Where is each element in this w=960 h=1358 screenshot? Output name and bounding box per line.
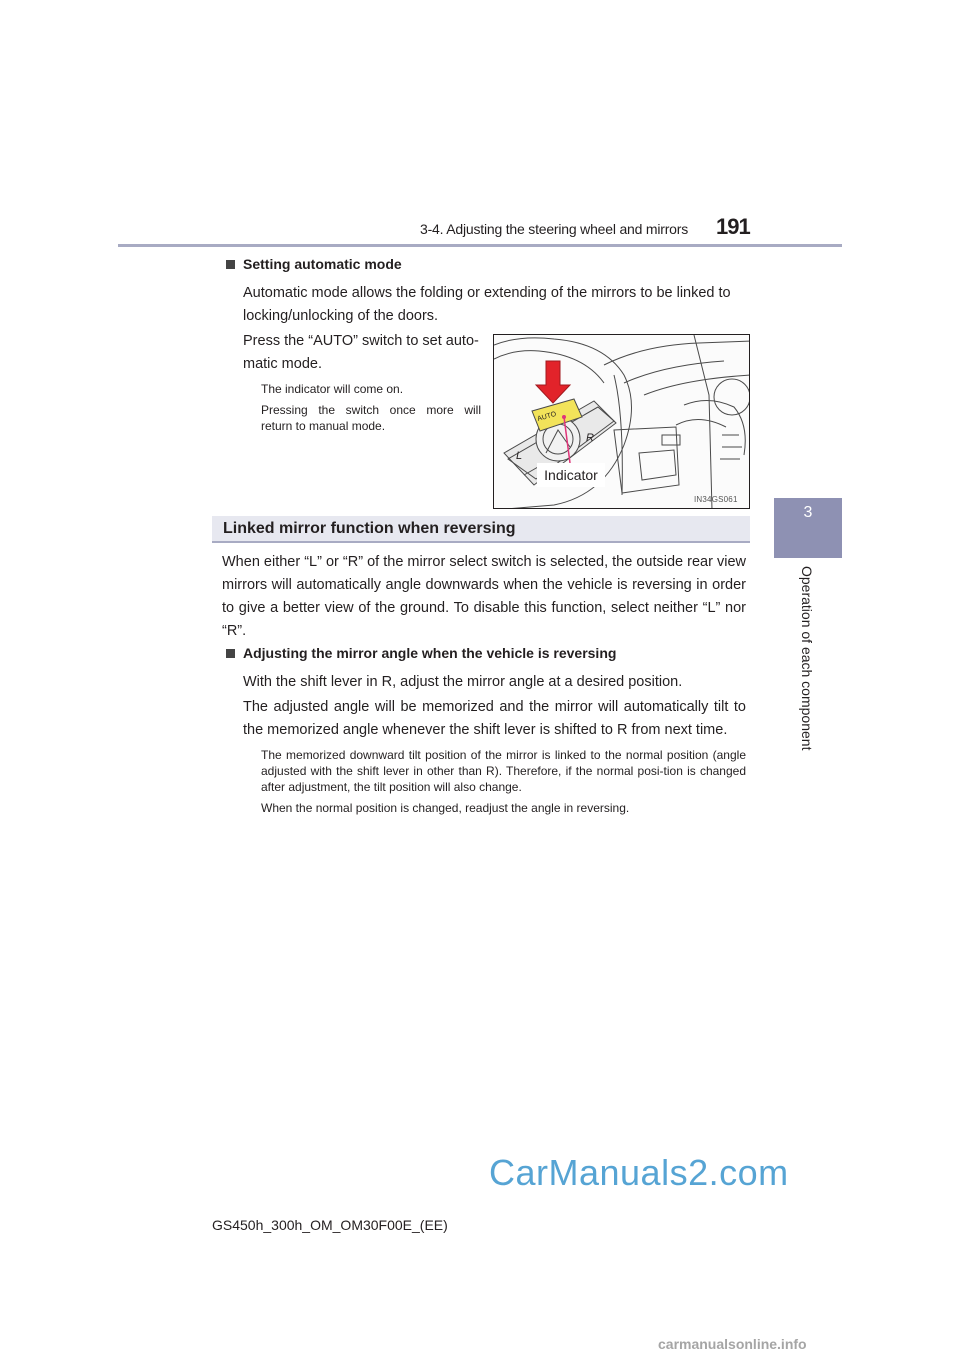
- chapter-tab: [774, 498, 842, 558]
- mirror-switch-drawing: [494, 335, 750, 509]
- memorized-position-note: The memorized downward tilt position of the mirror is linked to the normal position (angle adjusted with the shift lever in other than R). Therefore, if the normal posi-tion is changed after adjustment, the tilt position will also change.: [261, 748, 746, 794]
- chapter-title: Operation of each component: [799, 566, 815, 751]
- header-rule: [118, 244, 842, 247]
- mirror-switch-illustration: [493, 334, 750, 509]
- section-title: Linked mirror function when reversing: [223, 520, 516, 537]
- auto-mode-heading: Setting automatic mode: [243, 256, 402, 272]
- document-id: GS450h_300h_OM_OM30F00E_(EE): [212, 1217, 448, 1233]
- reversing-angle-heading: Adjusting the mirror angle when the vehicle is reversing: [243, 645, 617, 661]
- watermark-carmanuals2: CarManuals2.com: [489, 1152, 789, 1193]
- auto-mode-note-manual-line2: return to manual mode.: [261, 419, 386, 433]
- auto-mode-paragraph: Automatic mode allows the folding or extending of the mirrors to be linked to locking/unlocking of the doors.: [243, 285, 731, 324]
- indicator-callout: Indicator: [537, 463, 605, 487]
- memorized-angle-paragraph: The adjusted angle will be memorized and the mirror will automatically tilt to the memorized angle whenever the shift lever is shifted to R from next time.: [243, 699, 746, 738]
- illustration-code: IN34GS061: [694, 495, 738, 504]
- auto-switch-label: AUTO: [536, 410, 558, 423]
- right-switch-label: R: [586, 432, 594, 444]
- square-bullet-icon: [226, 260, 235, 269]
- chapter-title-vertical: [797, 566, 821, 756]
- press-arrow-icon: [536, 361, 570, 403]
- readjust-note: When the normal position is changed, readjust the angle in reversing.: [261, 801, 630, 815]
- auto-mode-instruction-line2: matic mode.: [243, 356, 322, 372]
- linked-mirror-paragraph: When either “L” or “R” of the mirror select switch is selected, the outside rear view mirrors will automatically angle downwards when the vehicle is reversing in order to give a better view of the ground. To disable this function, select neither “L” nor “R”.: [222, 554, 746, 639]
- reversing-angle-paragraph: With the shift lever in R, adjust the mirror angle at a desired position.: [243, 674, 683, 690]
- watermark-carmanualsonline: carmanualsonline.info: [658, 1336, 807, 1352]
- page-number: 191: [716, 214, 750, 239]
- auto-mode-note-indicator: The indicator will come on.: [261, 382, 404, 396]
- running-header-section: 3-4. Adjusting the steering wheel and mirrors: [420, 221, 689, 237]
- auto-mode-instruction-line1: Press the “AUTO” switch to set auto-: [243, 333, 479, 349]
- section-header-box: [212, 516, 750, 543]
- left-switch-label: L: [516, 450, 523, 462]
- indicator-dot-icon: [562, 415, 566, 419]
- chapter-number: 3: [803, 504, 813, 521]
- square-bullet-icon: [226, 649, 235, 658]
- auto-mode-note-manual-line1: Pressing the switch once more will: [261, 403, 481, 417]
